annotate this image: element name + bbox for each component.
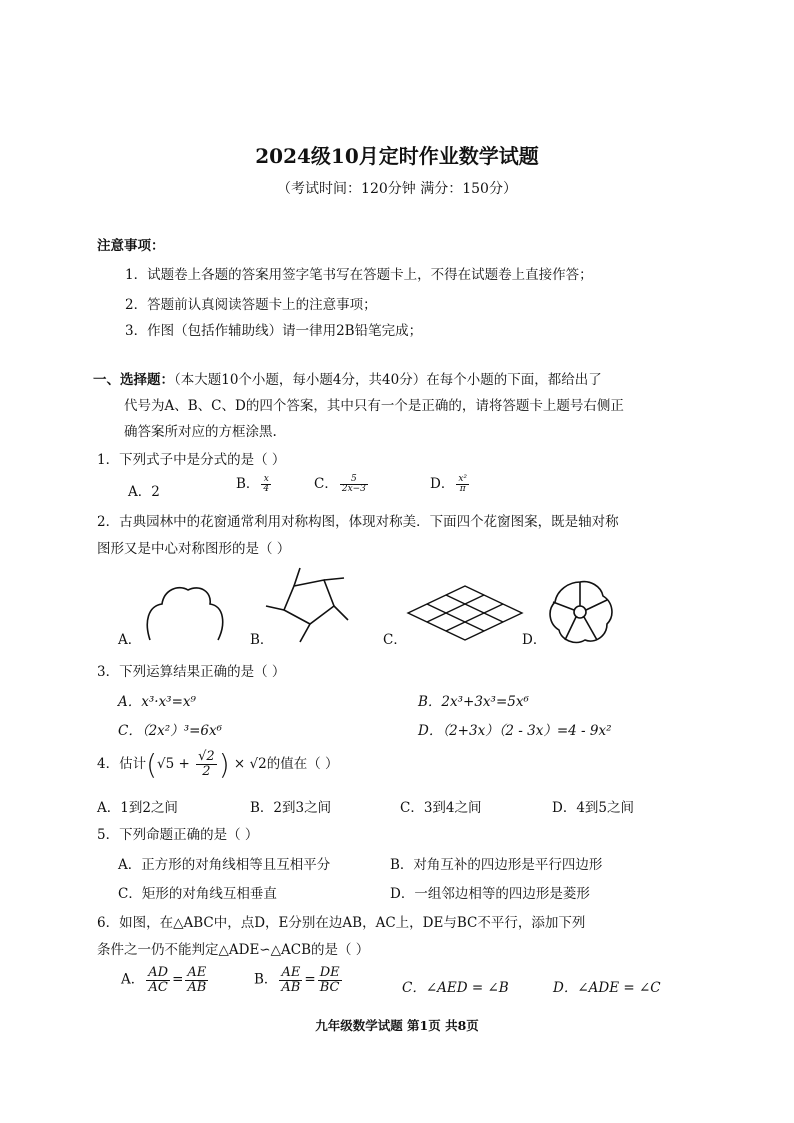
fraction-numerator: AE	[185, 966, 208, 981]
section-intro	[93, 368, 602, 388]
left-paren-icon: (	[146, 748, 158, 781]
equals-sign: =	[304, 971, 316, 988]
fraction-denominator: BC	[319, 979, 340, 995]
option-label: B．	[254, 971, 278, 988]
option-a: A．正方形的对角线相等且互相平分	[118, 857, 331, 873]
option-c	[314, 472, 370, 494]
notes-heading: 注意事项：	[97, 238, 165, 254]
fraction-denominator: AC	[148, 979, 168, 995]
option-label: D．	[430, 476, 455, 492]
right-paren-icon: )	[218, 748, 230, 781]
page-title: 2024级10月定时作业数学试题	[255, 144, 539, 168]
option-b: B．	[250, 632, 274, 648]
window-pattern-b-image	[262, 566, 357, 646]
exam-info: （考试时间：120分钟 满分：150分）	[277, 181, 517, 197]
option-label: A．	[121, 971, 145, 988]
equals-sign: =	[172, 971, 184, 988]
section-text: （本大题10个小题，每小题4分，共40分）在每个小题的下面，都给出了	[174, 372, 602, 388]
fraction-numerator: x²	[458, 473, 468, 484]
option-b: B．2x³+3x³=5x⁶	[418, 694, 529, 710]
question-4-stem	[97, 748, 339, 781]
option-d: D．4到5之间	[552, 800, 635, 816]
plus-sign: +	[174, 756, 195, 772]
fraction-numerator: DE	[319, 965, 340, 980]
section-heading: 一、选择题：	[93, 372, 174, 388]
option-a: A．2	[128, 484, 160, 500]
sqrt-two: √2	[249, 756, 267, 772]
fraction-denominator: AB	[187, 979, 207, 995]
option-a	[121, 966, 210, 994]
option-d: D．一组邻边相等的四边形是菱形	[390, 886, 590, 902]
note-item: 2．答题前认真阅读答题卡上的注意事项；	[125, 297, 377, 313]
fraction-numerator: x	[261, 475, 271, 485]
fraction-numerator: AE	[279, 966, 302, 981]
section-text: 代号为A、B、C、D的四个答案，其中只有一个是正确的，请将答题卡上题号右侧正	[124, 398, 624, 414]
option-d: D．（2+3x）（2 - 3x）=4 - 9x²	[418, 723, 612, 739]
fraction-numerator: √2	[198, 749, 215, 765]
option-a: A．1到2之间	[97, 800, 178, 816]
option-c: C．矩形的对角线互相垂直	[118, 886, 277, 902]
option-b: B．对角互补的四边形是平行四边形	[390, 857, 603, 873]
option-c: C．3到4之间	[400, 800, 482, 816]
option-c: C．	[383, 632, 407, 648]
option-d: D．∠ADE = ∠C	[553, 980, 661, 996]
times-sign: ×	[229, 756, 250, 772]
question-2-stem: 2．古典园林中的花窗通常利用对称构图，体现对称美．下面四个花窗图案，既是轴对称	[97, 514, 619, 530]
stem-text: 的值在（ ）	[266, 756, 339, 772]
fraction-denominator: 4	[263, 484, 270, 494]
fraction-numerator: AD	[148, 965, 169, 980]
option-d	[430, 472, 471, 494]
option-a: A．x³·x³=x⁹	[118, 694, 196, 710]
note-item: 1．试题卷上各题的答案用签字笔书写在答题卡上，不得在试题卷上直接作答；	[125, 267, 593, 283]
option-a: A．	[118, 632, 142, 648]
question-6-stem: 条件之一仍不能判定△ADE∽△ACB的是（ ）	[97, 942, 370, 958]
option-c: C．（2x²）³=6x⁶	[118, 723, 223, 739]
window-pattern-a-image	[140, 582, 230, 644]
option-label: C．	[314, 476, 338, 492]
question-6-stem: 6．如图，在△ABC中，点D，E分别在边AB，AC上，DE与BC不平行，添加下列	[97, 915, 586, 931]
option-c: C．∠AED = ∠B	[402, 980, 509, 996]
fraction-denominator: AB	[281, 979, 301, 995]
option-b	[254, 966, 344, 994]
page-footer: 九年级数学试题 第1页 共8页	[315, 1018, 479, 1033]
window-pattern-d-image	[545, 578, 615, 646]
window-pattern-c-image	[405, 584, 525, 642]
fraction-denominator: 2	[202, 764, 211, 779]
question-3-stem: 3．下列运算结果正确的是（ ）	[97, 664, 286, 680]
option-label: B．	[236, 476, 260, 492]
option-d: D．	[522, 632, 547, 648]
fraction-numerator: 5	[340, 475, 368, 485]
note-item: 3．作图（包括作辅助线）请一律用2B铅笔完成；	[125, 323, 423, 339]
option-b: B．2到3之间	[250, 800, 332, 816]
question-5-stem: 5．下列命题正确的是（ ）	[97, 827, 259, 843]
sqrt-five: √5	[157, 756, 175, 772]
option-b	[236, 472, 273, 494]
question-2-stem: 图形又是中心对称图形的是（ ）	[97, 541, 291, 557]
question-1-stem: 1．下列式子中是分式的是（ ）	[97, 452, 286, 468]
section-text: 确答案所对应的方框涂黑.	[124, 424, 277, 440]
stem-text: 4．估计	[97, 756, 147, 772]
fraction-denominator: 2x−3	[341, 484, 366, 494]
fraction-denominator: π	[459, 484, 466, 494]
